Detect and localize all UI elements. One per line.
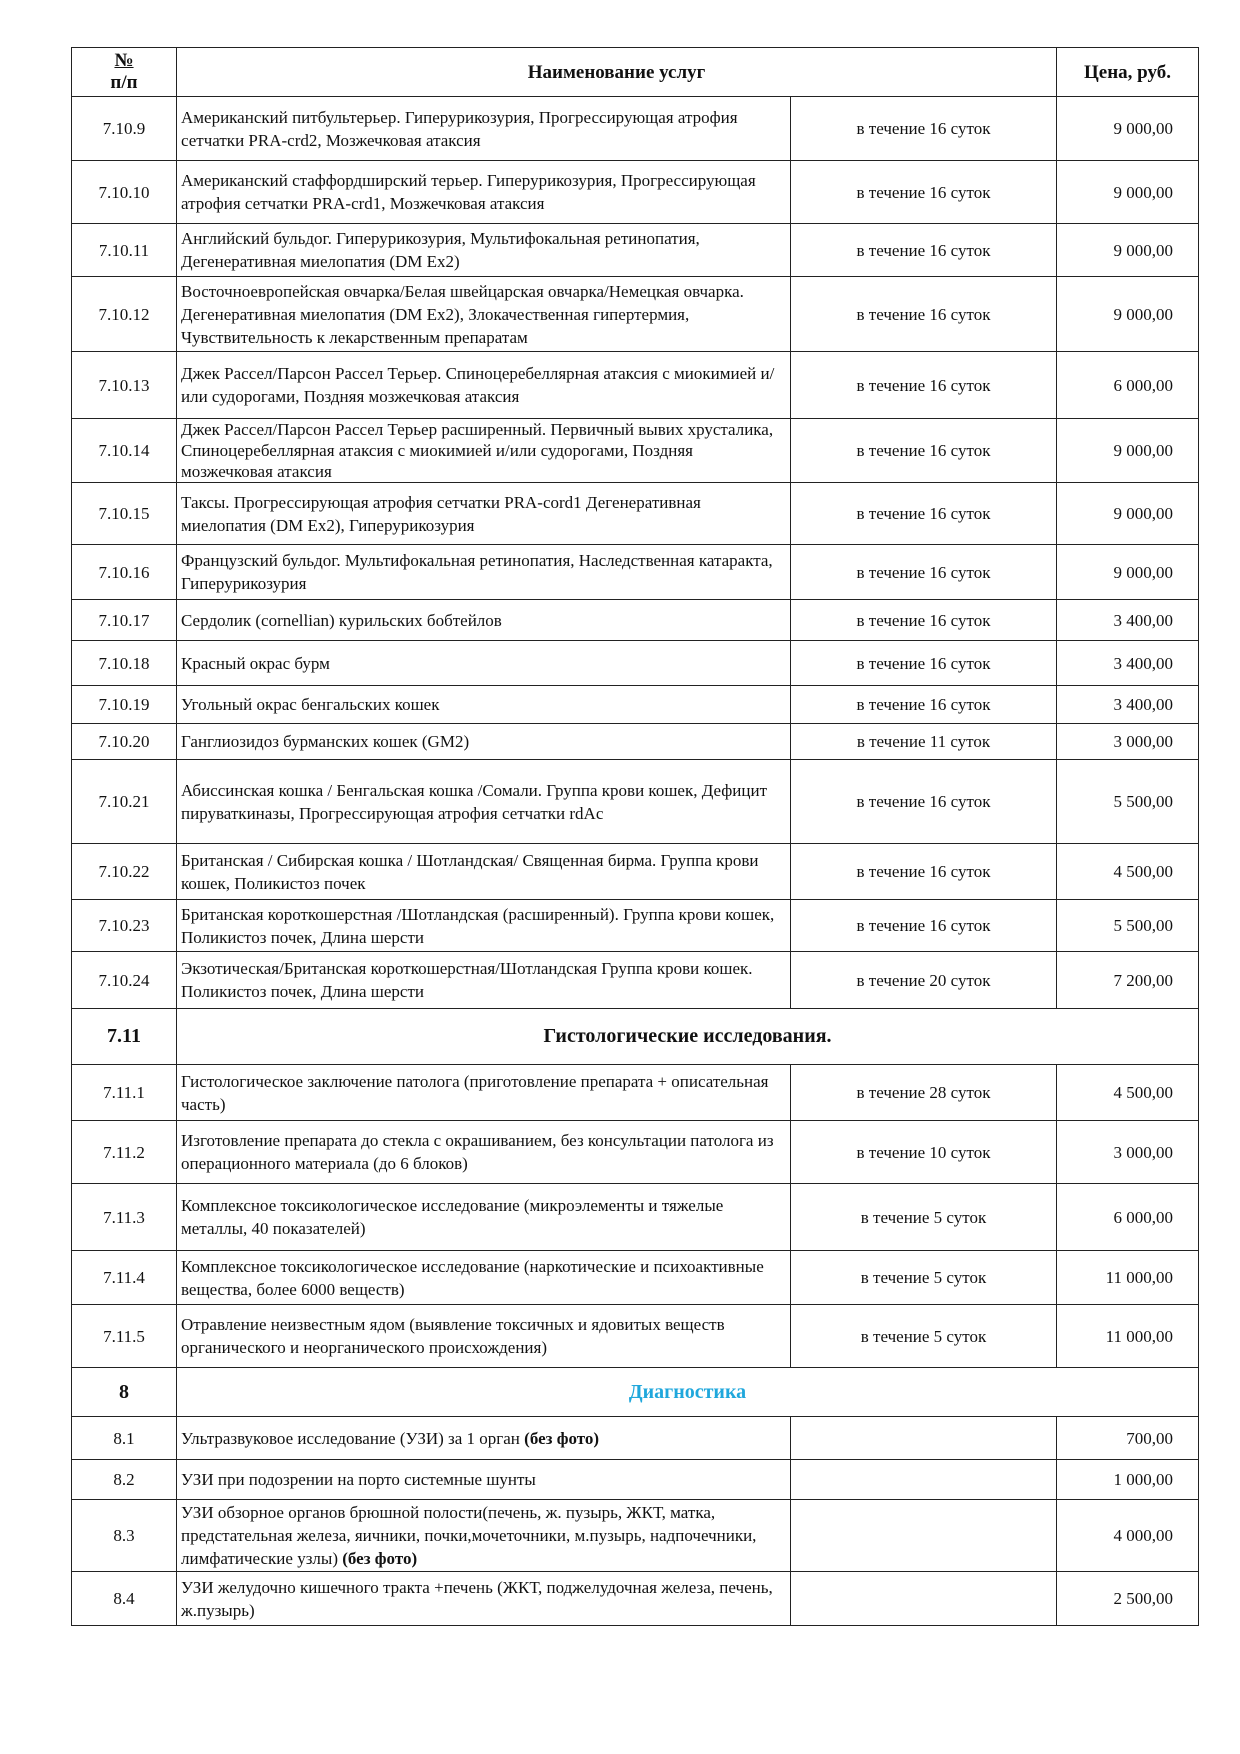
- row-number: 7.10.13: [72, 352, 177, 419]
- row-service-name-text: Джек Рассел/Парсон Рассел Терьер расширенный. Первичный вывих хрусталика, Спиноцеребеллярная атаксия с миокимией и/или судорогами, Поздняя мозжечковая атаксия: [181, 420, 774, 481]
- row-service-name: [177, 1460, 791, 1500]
- row-service-name: Джек Рассел/Парсон Рассел Терьер. Спиноцеребеллярная атаксия с миокимией и/или судорогами, Поздняя мозжечковая атаксия: [177, 352, 791, 419]
- row-duration: в течение 16 суток: [791, 760, 1057, 844]
- row-service-name-bold: (без фото): [524, 1428, 600, 1448]
- row-price: 9 000,00: [1057, 545, 1199, 600]
- table-row: [72, 1065, 1199, 1121]
- row-service-name-text: УЗИ обзорное органов брюшной полости(печень, ж. пузырь, ЖКТ, матка, предстательная железа, яичники, почки,мочеточники, м.пузырь, надпочечники, лимфатические узлы): [181, 1503, 757, 1568]
- row-number: 7.10.20: [72, 724, 177, 760]
- row-number: 7.10.22: [72, 844, 177, 900]
- row-price: 4 500,00: [1057, 1065, 1199, 1121]
- row-duration: в течение 16 суток: [791, 419, 1057, 483]
- row-number: 7.11.5: [72, 1305, 177, 1368]
- row-number: 7.10.10: [72, 161, 177, 224]
- table-row: [72, 545, 1199, 600]
- row-price: 6 000,00: [1057, 1184, 1199, 1251]
- row-price: 1 000,00: [1057, 1460, 1199, 1500]
- header-number-pp: п/п: [110, 72, 138, 93]
- row-service-name: Угольный окрас бенгальских кошек: [177, 686, 791, 724]
- row-service-name: Американский стаффордширский терьер. Гиперурикозурия, Прогрессирующая атрофия сетчатки PRA-crd1, Мозжечковая атаксия: [177, 161, 791, 224]
- header-number: [72, 48, 177, 97]
- row-number: 7.11.4: [72, 1251, 177, 1305]
- row-service-name: [177, 419, 791, 483]
- header-number-sign: №: [114, 50, 134, 71]
- section-number: 7.11: [72, 1009, 177, 1065]
- row-duration: [791, 1572, 1057, 1626]
- table-header-row: [72, 48, 1199, 97]
- row-price: 11 000,00: [1057, 1305, 1199, 1368]
- row-service-name: Гистологическое заключение патолога (приготовление препарата + описательная часть): [177, 1065, 791, 1121]
- row-price: 9 000,00: [1057, 224, 1199, 277]
- row-service-name: Красный окрас бурм: [177, 641, 791, 686]
- row-number: 7.10.16: [72, 545, 177, 600]
- row-duration: в течение 16 суток: [791, 161, 1057, 224]
- table-row: [72, 600, 1199, 641]
- row-number: 8.3: [72, 1500, 177, 1572]
- row-service-name: Изготовление препарата до стекла с окрашиванием, без консультации патолога из операционного материала (до 6 блоков): [177, 1121, 791, 1184]
- row-number: 7.10.12: [72, 277, 177, 352]
- row-duration: в течение 16 суток: [791, 545, 1057, 600]
- table-row: [72, 1251, 1199, 1305]
- table-row: [72, 724, 1199, 760]
- row-duration: в течение 10 суток: [791, 1121, 1057, 1184]
- row-number: 7.11.3: [72, 1184, 177, 1251]
- row-duration: в течение 16 суток: [791, 900, 1057, 952]
- row-duration: [791, 1500, 1057, 1572]
- row-service-name: Восточноевропейская овчарка/Белая швейцарская овчарка/Немецкая овчарка. Дегенеративная миелопатия (DM Ex2), Злокачественная гипертермия, Чувствительность к лекарственным препаратам: [177, 277, 791, 352]
- row-price: 9 000,00: [1057, 483, 1199, 545]
- section-row-histology: [72, 1009, 1199, 1065]
- row-duration: в течение 16 суток: [791, 352, 1057, 419]
- row-duration: [791, 1460, 1057, 1500]
- table-row: [72, 483, 1199, 545]
- row-price: 2 500,00: [1057, 1572, 1199, 1626]
- row-service-name-text: УЗИ желудочно кишечного тракта +печень (ЖКТ, поджелудочная железа, печень, ж.пузырь): [181, 1577, 773, 1620]
- table-row: [72, 97, 1199, 161]
- row-price: 3 000,00: [1057, 1121, 1199, 1184]
- row-service-name-text: УЗИ при подозрении на порто системные шунты: [181, 1470, 536, 1489]
- row-price: 9 000,00: [1057, 419, 1199, 483]
- row-price: 9 000,00: [1057, 161, 1199, 224]
- price-list-table: [71, 47, 1199, 1626]
- row-number: 7.10.11: [72, 224, 177, 277]
- row-number: 7.10.24: [72, 952, 177, 1009]
- row-service-name: Комплексное токсикологическое исследование (наркотические и психоактивные вещества, более 6000 веществ): [177, 1251, 791, 1305]
- table-row: [72, 1417, 1199, 1460]
- table-row: [72, 1500, 1199, 1572]
- row-duration: в течение 5 суток: [791, 1184, 1057, 1251]
- row-service-name: Английский бульдог. Гиперурикозурия, Мультифокальная ретинопатия, Дегенеративная миелопатия (DM Ex2): [177, 224, 791, 277]
- table-row: [72, 686, 1199, 724]
- row-number: 8.2: [72, 1460, 177, 1500]
- row-number: 7.10.21: [72, 760, 177, 844]
- table-row: [72, 1184, 1199, 1251]
- table-row: [72, 419, 1199, 483]
- row-price: 3 400,00: [1057, 641, 1199, 686]
- table-row: [72, 224, 1199, 277]
- row-service-name: Экзотическая/Британская короткошерстная/Шотландская Группа крови кошек. Поликистоз почек, Длина шерсти: [177, 952, 791, 1009]
- section-title: Диагностика: [177, 1368, 1199, 1417]
- row-duration: в течение 16 суток: [791, 600, 1057, 641]
- section-number: 8: [72, 1368, 177, 1417]
- row-number: 8.1: [72, 1417, 177, 1460]
- row-price: 3 000,00: [1057, 724, 1199, 760]
- table-row: [72, 161, 1199, 224]
- row-service-name: Британская / Сибирская кошка / Шотландская/ Священная бирма. Группа крови кошек, Поликистоз почек: [177, 844, 791, 900]
- row-duration: в течение 20 суток: [791, 952, 1057, 1009]
- row-duration: в течение 16 суток: [791, 224, 1057, 277]
- table-row: [72, 1572, 1199, 1626]
- table-row: [72, 760, 1199, 844]
- row-price: 5 500,00: [1057, 760, 1199, 844]
- row-duration: в течение 28 суток: [791, 1065, 1057, 1121]
- row-duration: в течение 16 суток: [791, 277, 1057, 352]
- row-duration: в течение 16 суток: [791, 686, 1057, 724]
- table-row: [72, 952, 1199, 1009]
- section-title: Гистологические исследования.: [177, 1009, 1199, 1065]
- row-number: 7.11.1: [72, 1065, 177, 1121]
- section-row-diagnostics: [72, 1368, 1199, 1417]
- row-number: 7.10.17: [72, 600, 177, 641]
- row-service-name: Французский бульдог. Мультифокальная ретинопатия, Наследственная катаракта, Гиперурикозурия: [177, 545, 791, 600]
- row-number: 7.10.14: [72, 419, 177, 483]
- row-duration: в течение 5 суток: [791, 1251, 1057, 1305]
- row-number: 7.10.18: [72, 641, 177, 686]
- row-price: 7 200,00: [1057, 952, 1199, 1009]
- header-service-name: Наименование услуг: [177, 48, 1057, 97]
- row-price: 3 400,00: [1057, 600, 1199, 641]
- table-row: [72, 1121, 1199, 1184]
- row-service-name: [177, 1572, 791, 1626]
- row-service-name: Комплексное токсикологическое исследование (микроэлементы и тяжелые металлы, 40 показателей): [177, 1184, 791, 1251]
- row-duration: в течение 16 суток: [791, 844, 1057, 900]
- row-service-name: Британская короткошерстная /Шотландская (расширенный). Группа крови кошек, Поликистоз почек, Длина шерсти: [177, 900, 791, 952]
- row-duration: в течение 16 суток: [791, 483, 1057, 545]
- table-row: [72, 844, 1199, 900]
- row-price: 9 000,00: [1057, 97, 1199, 161]
- row-duration: в течение 16 суток: [791, 97, 1057, 161]
- row-price: 5 500,00: [1057, 900, 1199, 952]
- row-duration: в течение 5 суток: [791, 1305, 1057, 1368]
- row-number: 7.10.9: [72, 97, 177, 161]
- table-row: [72, 1305, 1199, 1368]
- table-row: [72, 1460, 1199, 1500]
- row-service-name: Американский питбультерьер. Гиперурикозурия, Прогрессирующая атрофия сетчатки PRA-crd2, Мозжечковая атаксия: [177, 97, 791, 161]
- row-price: 9 000,00: [1057, 277, 1199, 352]
- row-service-name: [177, 1417, 791, 1460]
- row-service-name: [177, 1500, 791, 1572]
- row-service-name: Сердолик (cornellian) курильских бобтейлов: [177, 600, 791, 641]
- row-number: 8.4: [72, 1572, 177, 1626]
- table-row: [72, 277, 1199, 352]
- row-duration: [791, 1417, 1057, 1460]
- row-duration: в течение 11 суток: [791, 724, 1057, 760]
- table-row: [72, 641, 1199, 686]
- row-price: 3 400,00: [1057, 686, 1199, 724]
- row-service-name: Отравление неизвестным ядом (выявление токсичных и ядовитых веществ органического и неорганического происхождения): [177, 1305, 791, 1368]
- row-service-name-bold: (без фото): [342, 1549, 418, 1568]
- header-price: Цена, руб.: [1057, 48, 1199, 97]
- row-number: 7.10.15: [72, 483, 177, 545]
- row-number: 7.10.23: [72, 900, 177, 952]
- table-row: [72, 352, 1199, 419]
- row-price: 700,00: [1057, 1417, 1199, 1460]
- row-number: 7.11.2: [72, 1121, 177, 1184]
- row-service-name-text: Ультразвуковое исследование (УЗИ) за 1 орган: [181, 1428, 525, 1448]
- row-duration: в течение 16 суток: [791, 641, 1057, 686]
- row-price: 6 000,00: [1057, 352, 1199, 419]
- table-row: [72, 900, 1199, 952]
- row-price: 11 000,00: [1057, 1251, 1199, 1305]
- row-service-name: Ганглиозидоз бурманских кошек (GM2): [177, 724, 791, 760]
- row-service-name: Абиссинская кошка / Бенгальская кошка /Сомали. Группа крови кошек, Дефицит пируваткиназы, Прогрессирующая атрофия сетчатки rdAc: [177, 760, 791, 844]
- row-price: 4 500,00: [1057, 844, 1199, 900]
- row-number: 7.10.19: [72, 686, 177, 724]
- row-service-name: Таксы. Прогрессирующая атрофия сетчатки PRA-cord1 Дегенеративная миелопатия (DM Ex2), Гиперурикозурия: [177, 483, 791, 545]
- row-price: 4 000,00: [1057, 1500, 1199, 1572]
